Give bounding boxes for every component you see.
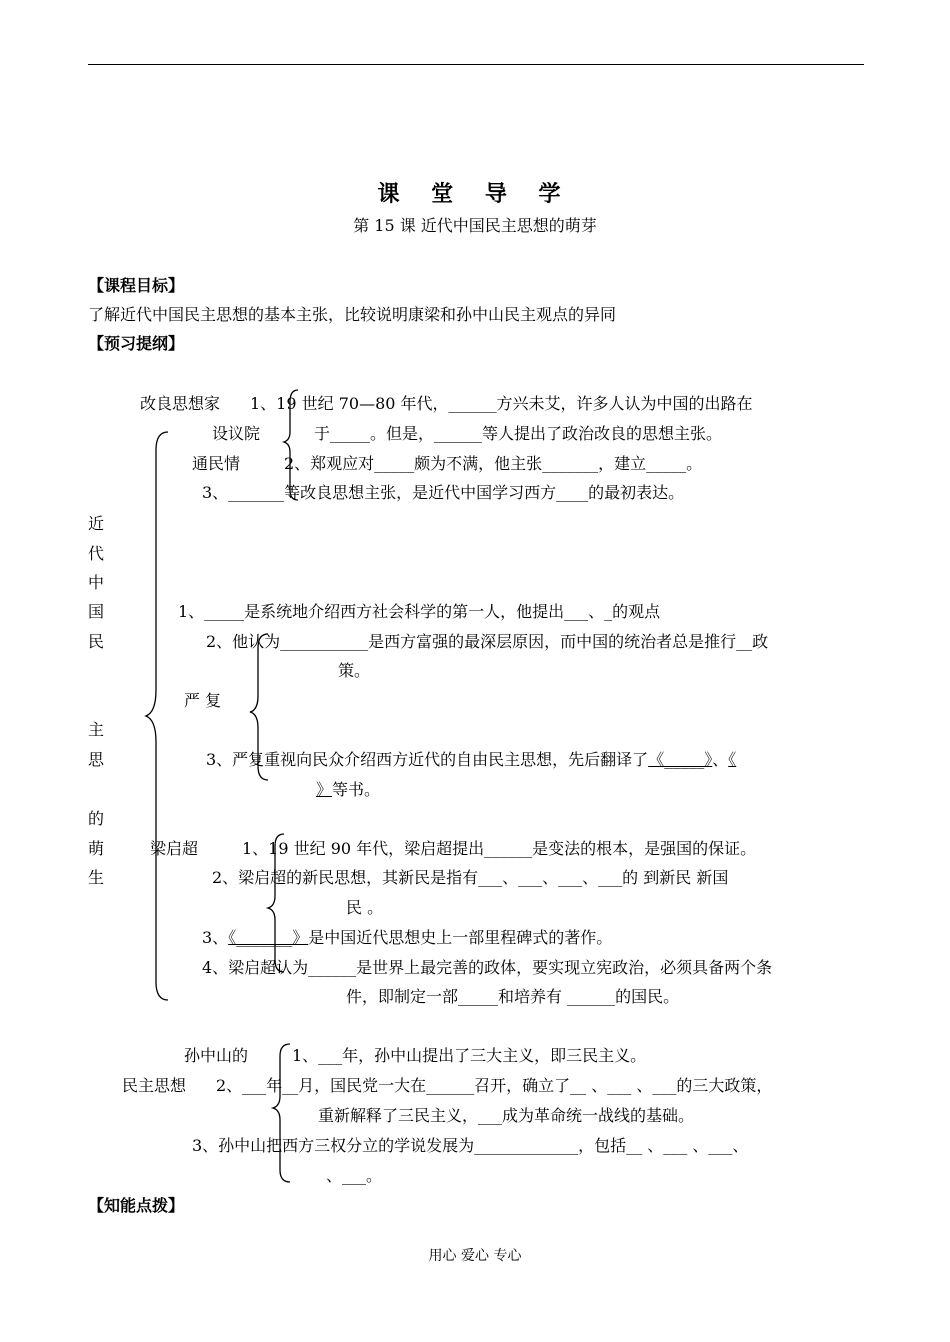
vertical-char: 代 <box>88 544 105 563</box>
main-brace <box>146 432 168 1000</box>
reformers-label: 改良思想家 <box>140 394 221 413</box>
vertical-char: 中 <box>88 573 105 592</box>
vertical-char: 萌 <box>88 839 105 858</box>
liang-line-3 <box>202 928 612 947</box>
vertical-char: 近 <box>88 514 105 533</box>
sun-line-3a: 3、孙中山把西方三权分立的学说发展为_____________，包括__ 、___ 、___、 <box>192 1136 749 1155</box>
sun-brace <box>273 1044 290 1182</box>
liang-line-2a: 2、梁启超的新民思想，其新民是指有___、___、___、___的 到新民 新国 <box>212 868 729 887</box>
reformers-sublabel: 设议院 <box>212 424 261 443</box>
book-title-blank: 《_______》 <box>228 928 309 947</box>
book-title-blank: 》 <box>316 780 333 799</box>
reformers-line-3: 3、_______等改良思想主张，是近代中国学习西方____的最初表达。 <box>202 483 685 502</box>
sun-sublabel: 民主思想 <box>122 1076 187 1095</box>
sun-line-3b: 、___。 <box>326 1166 383 1185</box>
yanfu-line-3b-text: 等书。 <box>332 780 381 799</box>
yanfu-line-2a: 2、他认为___________是西方富强的最深层原因，而中国的统治者总是推行__政 <box>206 632 769 651</box>
liang-line-3-text: 是中国近代思想史上一部里程碑式的著作。 <box>308 928 613 947</box>
yanfu-line-2b: 策。 <box>338 661 371 680</box>
book-title-blank: 《_____》 <box>648 750 713 769</box>
reformers-sublabel: 通民情 <box>192 454 241 473</box>
yanfu-line-3a <box>206 750 736 769</box>
vertical-char: 的 <box>88 809 105 828</box>
separator: 、 <box>712 750 729 769</box>
vertical-char: 国 <box>88 602 105 621</box>
yanfu-label: 严 复 <box>184 691 222 710</box>
objectives-text: 了解近代中国民主思想的基本主张，比较说明康梁和孙中山民主观点的异同 <box>88 305 617 324</box>
outline-heading: 【预习提纲】 <box>88 334 185 353</box>
liang-label: 梁启超 <box>150 839 199 858</box>
vertical-char: 思 <box>88 750 105 769</box>
yanfu-line-1: 1、_____是系统地介绍西方社会科学的第一人，他提出___、_的观点 <box>178 602 661 621</box>
vertical-char: 主 <box>88 720 105 739</box>
page-title: 课 堂 导 学 <box>377 182 573 207</box>
objectives-heading: 【课程目标】 <box>88 276 185 295</box>
vertical-char: 生 <box>88 868 105 887</box>
sun-line-1: 1、___年，孙中山提出了三大主义，即三民主义。 <box>292 1046 647 1065</box>
liang-line-4b: 件，即制定一部_____和培养有 ______的国民。 <box>346 987 680 1006</box>
tips-heading: 【知能点拨】 <box>88 1196 185 1215</box>
liang-line-2b: 民 。 <box>346 898 384 917</box>
sun-label: 孙中山的 <box>184 1046 249 1065</box>
lesson-subtitle: 第 15 课 近代中国民主思想的萌芽 <box>353 216 597 235</box>
reformers-line-2: 2、郑观应对_____颇为不满，他主张_______，建立_____。 <box>284 454 703 473</box>
reformers-line-1b: 于_____。但是，______等人提出了政治改良的思想主张。 <box>314 424 723 443</box>
page-footer: 用心 爱心 专心 <box>428 1248 522 1264</box>
yanfu-line-3a-text: 3、严复重视向民众介绍西方近代的自由民主思想，先后翻译了 <box>206 750 649 769</box>
liang-line-1: 1、19 世纪 90 年代，梁启超提出______是变法的根本，是强国的保证。 <box>242 839 757 858</box>
liang-line-4a: 4、梁启超认为______是世界上最完善的政体，要实现立宪政治，必须具备两个条 <box>202 958 773 977</box>
liang-line-3-prefix: 3、 <box>202 928 229 947</box>
reformers-line-1a: 1、19 世纪 70—80 年代，______方兴未艾，许多人认为中国的出路在 <box>250 394 753 413</box>
sun-line-2a: 2、___年__月，国民党一大在______召开，确立了__ 、___ 、___的三大政策， <box>216 1076 773 1095</box>
sun-line-2b: 重新解释了三民主义，___成为革命统一战线的基础。 <box>318 1106 695 1125</box>
vertical-char: 民 <box>88 632 105 651</box>
book-title-blank: 《 <box>728 750 737 769</box>
yanfu-line-3b <box>316 780 380 799</box>
